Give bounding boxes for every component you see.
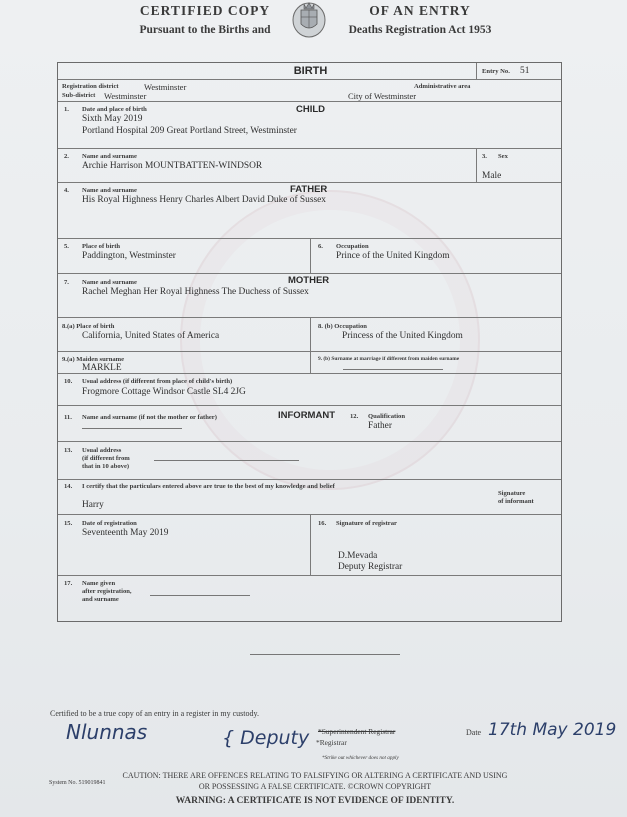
f5-label: Place of birth: [82, 243, 121, 250]
f1-label: Date and place of birth: [82, 106, 147, 113]
f14-signature-label: Signature: [498, 490, 526, 497]
mother-heading: MOTHER: [288, 275, 330, 286]
caution-line-2: OR POSSESSING A FALSE CERTIFICATE. ©CROWN COPYRIGHT: [198, 782, 432, 791]
f14-num: 14.: [64, 483, 73, 490]
f6-num: 6.: [318, 243, 323, 250]
f17-label-2: after registration,: [82, 588, 132, 595]
f1-date-value: Sixth May 2019: [82, 114, 143, 124]
f6-value: Prince of the United Kingdom: [336, 251, 450, 261]
f14-informant-label: of informant: [498, 498, 534, 505]
superintendent-registrar-struck: *Superintendent Registrar: [318, 727, 396, 736]
sub-district-label: Sub-district: [62, 92, 96, 99]
header-left-subtitle: Pursuant to the Births and: [139, 24, 271, 36]
f10-label: Usual address (if different from place of child's birth): [82, 378, 233, 385]
certified-text: Certified to be a true copy of an entry in a register in my custody.: [50, 709, 259, 718]
officer-signature: Nlunnas: [66, 720, 148, 744]
field-4-row: [58, 183, 561, 239]
system-number: System No. 519019841: [49, 780, 106, 786]
f9a-label: 9.(a) Maiden surname: [62, 356, 125, 363]
royal-coat-of-arms-icon: [291, 0, 327, 38]
field-7-row: [58, 274, 561, 318]
f16-label: Signature of registrar: [336, 520, 397, 527]
f7-label: Name and surname: [82, 279, 137, 286]
sub-district-value: Westminster: [104, 91, 147, 101]
f4-num: 4.: [64, 187, 69, 194]
admin-area-label: Administrative area: [414, 83, 471, 90]
f2-num: 2.: [64, 153, 69, 160]
f9b-label: 9. (b) Surname at marriage if different from maiden surname: [318, 356, 460, 362]
date-handwritten: 17th May 2019: [488, 720, 617, 740]
f8a-value: California, United States of America: [82, 331, 220, 341]
f1-place-value: Portland Hospital 209 Great Portland Street, Westminster: [82, 126, 297, 136]
registrar-label: *Registrar: [316, 738, 347, 747]
f10-num: 10.: [64, 378, 73, 385]
field-11-row: [58, 406, 561, 442]
f3-value: Male: [482, 171, 502, 181]
f8b-label: 8. (b) Occupation: [318, 323, 367, 330]
f5-num: 5.: [64, 243, 69, 250]
field-13-row: [58, 442, 561, 480]
strike-out-note: *Strike out whichever does not apply: [322, 755, 399, 761]
birth-entry-form: [57, 62, 562, 622]
f14-label: I certify that the particulars entered above are true to the best of my knowledge and belief: [82, 483, 335, 490]
field-5-row: [58, 239, 561, 274]
f16-title-value: Deputy Registrar: [338, 562, 403, 572]
f16-name-value: D.Mevada: [338, 551, 378, 561]
field-1-row: [58, 102, 561, 149]
f5-value: Paddington, Westminster: [82, 251, 176, 261]
f13-num: 13.: [64, 447, 73, 454]
deputy-handwritten: { Deputy: [222, 727, 310, 749]
admin-area-value: City of Westminster: [348, 91, 417, 101]
f17-label-1: Name given: [82, 580, 116, 587]
f11-num: 11.: [64, 414, 72, 421]
f7-num: 7.: [64, 279, 69, 286]
f8a-label: 8.(a) Place of birth: [62, 323, 115, 330]
f11-blank-line: [82, 428, 182, 429]
field-8-row: [58, 318, 561, 352]
father-heading: FATHER: [290, 184, 328, 195]
header-right-title: OF AN ENTRY: [369, 3, 471, 18]
field-17-row: [58, 576, 561, 621]
f10-value: Frogmore Cottage Windsor Castle SL4 2JG: [82, 387, 246, 397]
header-left-title: CERTIFIED COPY: [139, 3, 271, 18]
f3-num: 3.: [482, 153, 487, 160]
f14-value: Harry: [82, 500, 104, 510]
registration-row: [58, 80, 561, 102]
field-2-row: [58, 149, 561, 183]
f6-label: Occupation: [336, 243, 369, 250]
date-label: Date: [466, 728, 482, 737]
field-14-row: [58, 480, 561, 515]
f13-label-2: (if different from: [82, 455, 130, 462]
f9a-value: MARKLE: [82, 363, 122, 373]
f16-num: 16.: [318, 520, 327, 527]
f4-value: His Royal Highness Henry Charles Albert David Duke of Sussex: [82, 195, 326, 205]
f12-label: Qualification: [368, 413, 405, 420]
identity-warning: WARNING: A CERTIFICATE IS NOT EVIDENCE OF IDENTITY.: [175, 796, 455, 806]
f15-label: Date of registration: [82, 520, 137, 527]
field-15-row: [58, 515, 561, 576]
f11-label: Name and surname (if not the mother or father): [82, 414, 217, 421]
f1-num: 1.: [64, 106, 69, 113]
f7-value: Rachel Meghan Her Royal Highness The Duchess of Sussex: [82, 287, 309, 297]
f12-num: 12.: [350, 413, 359, 420]
f13-label-3: that in 10 above): [82, 463, 130, 470]
entry-no-label: Entry No.: [482, 68, 510, 75]
entry-no-value: 51: [520, 66, 530, 76]
f13-blank-line: [154, 460, 299, 461]
f8b-value: Princess of the United Kingdom: [342, 331, 463, 341]
f3-label: Sex: [498, 153, 508, 160]
f15-num: 15.: [64, 520, 73, 527]
reg-district-value: Westminster: [144, 82, 187, 92]
child-heading: CHILD: [296, 104, 326, 115]
reg-district-label: Registration district: [62, 83, 119, 90]
field-9-row: [58, 352, 561, 374]
f17-num: 17.: [64, 580, 73, 587]
header-right-subtitle: Deaths Registration Act 1953: [348, 24, 492, 36]
f13-label-1: Usual address: [82, 447, 122, 454]
caution-line-1: CAUTION: THERE ARE OFFENCES RELATING TO FALSIFYING OR ALTERING A CERTIFICATE AND USING: [122, 771, 508, 780]
f9b-blank-line: [343, 369, 443, 370]
header-right: [330, 3, 510, 41]
f2-value: Archie Harrison MOUNTBATTEN-WINDSOR: [82, 161, 263, 171]
informant-heading: INFORMANT: [278, 410, 335, 421]
f17-blank-line: [150, 595, 250, 596]
f4-label: Name and surname: [82, 187, 137, 194]
f15-value: Seventeenth May 2019: [82, 528, 169, 538]
f17-label-3: and surname: [82, 596, 119, 603]
signature-divider: [250, 654, 400, 655]
form-title-row: [58, 63, 561, 80]
header-left: [120, 3, 290, 41]
f2-label: Name and surname: [82, 153, 137, 160]
field-10-row: [58, 374, 561, 406]
form-title: BIRTH: [293, 65, 328, 77]
f12-value: Father: [368, 421, 392, 431]
